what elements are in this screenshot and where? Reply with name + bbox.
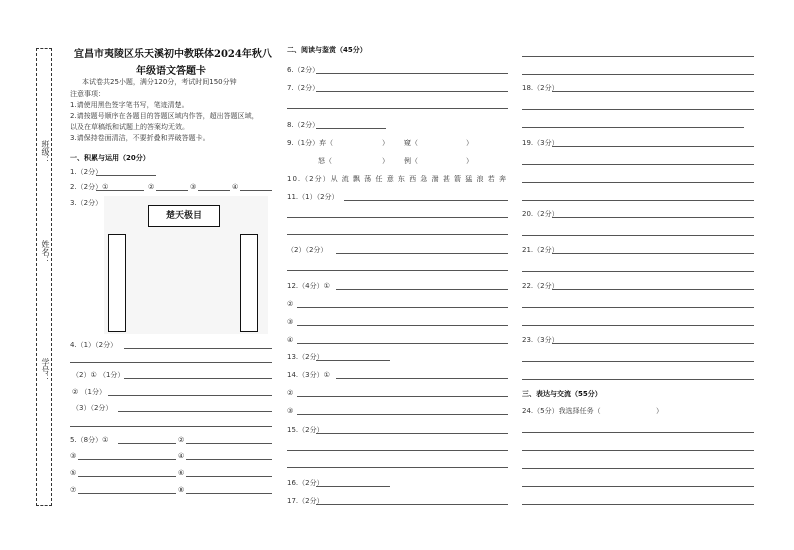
q4-1-line-2[interactable] [70, 362, 272, 363]
q23-line-3[interactable] [522, 379, 754, 380]
section2-title: 二、阅读与鉴赏（45分） [287, 46, 367, 54]
q11-1-line-1[interactable] [344, 200, 508, 201]
q3-label: 3.（2分） [70, 199, 103, 207]
q23-label: 23.（3分） [522, 336, 559, 344]
q12-c3: ③ [287, 318, 294, 326]
q14-label: 14.（3分）① [287, 371, 330, 379]
q16-label: 16.（2分） [287, 479, 324, 487]
q5-line-8[interactable] [186, 493, 272, 494]
name-label: 姓名： [41, 240, 50, 264]
q5-label: 5.（8分）① [70, 436, 109, 444]
q10-label: 10.（2分）从 流 飘 荡 任 意 东 西 急 湍 甚 箭 猛 浪 若 奔 [287, 175, 507, 183]
q19-line-4[interactable] [522, 200, 754, 201]
q8-label: 8.（2分） [287, 121, 320, 129]
q11-2-line-1[interactable] [336, 253, 508, 254]
q17-line[interactable] [316, 504, 508, 505]
q4-3-line-2[interactable] [70, 426, 272, 427]
note-2: 2.请按题号顺序在各题目的答题区域内作答，超出答题区域， [70, 112, 259, 120]
q22-line-1[interactable] [552, 289, 754, 290]
q6-line[interactable] [316, 73, 508, 74]
q20-label: 20.（2分） [522, 210, 559, 218]
q9-a-close: ） [382, 139, 389, 147]
q5-c5: ⑤ [70, 469, 77, 477]
q22-line-2[interactable] [522, 307, 754, 308]
couplet-right-scroll[interactable] [240, 234, 258, 332]
q5-c6: ⑥ [178, 469, 185, 477]
q4-1-label: 4.（1）（2分） [70, 341, 118, 349]
q11-2-line-2[interactable] [287, 270, 508, 271]
q14-c2: ② [287, 389, 294, 397]
q21-label: 21.（2分） [522, 246, 559, 254]
q5-line-7[interactable] [78, 493, 176, 494]
section3-title: 三、表达与交流（55分） [522, 390, 602, 398]
q4-2-line-1[interactable] [124, 378, 272, 379]
q11-1-line-3[interactable] [287, 234, 508, 235]
q21-line-1[interactable] [552, 253, 754, 254]
sheet-title-line2: 年级语文答题卡 [136, 66, 206, 77]
q14-line-2[interactable] [297, 396, 508, 397]
q19-label: 19.（3分） [522, 139, 559, 147]
q17-label: 17.（2分） [287, 497, 324, 505]
q9-c-close: ） [382, 157, 389, 165]
q4-1-line-1[interactable] [124, 348, 272, 349]
q7-line-2[interactable] [287, 108, 508, 109]
couplet-banner: 楚天极目 [148, 205, 220, 227]
q24-label: 24.（5分）我选择任务（ [522, 407, 601, 415]
q7-line-1[interactable] [316, 91, 508, 92]
q19-line-2[interactable] [522, 164, 754, 165]
q14-c3: ③ [287, 407, 294, 415]
note-4: 3.请保持卷面清洁，不要折叠和弄破答题卡。 [70, 134, 210, 142]
q12-c4: ④ [287, 336, 294, 344]
q11-1-label: 11.（1）（2分） [287, 193, 339, 201]
q7-label: 7.（2分） [287, 84, 320, 92]
q2-line-3[interactable] [198, 190, 230, 191]
q12-c2: ② [287, 300, 294, 308]
student-id-label: 学号： [41, 358, 50, 382]
q5-c2: ② [178, 436, 185, 444]
q18-line-1[interactable] [552, 91, 754, 92]
section1-title: 一、积累与运用（20分） [70, 154, 150, 162]
note-3: 以及在草稿纸和试题上的答案均无效。 [70, 123, 189, 131]
q2-c3: ③ [190, 183, 197, 191]
q5-line-2[interactable] [186, 443, 272, 444]
q2-label: 2.（2分）① [70, 183, 109, 191]
q5-c8: ⑧ [178, 486, 185, 494]
q18-label: 18.（2分） [522, 84, 559, 92]
couplet-left-scroll[interactable] [108, 234, 126, 332]
q22-label: 22.（2分） [522, 282, 559, 290]
binding-margin [36, 48, 52, 506]
q2-c4: ④ [232, 183, 239, 191]
q9-b-close: ） [466, 139, 473, 147]
q6-label: 6.（2分） [287, 66, 320, 74]
q12-line-3[interactable] [297, 325, 508, 326]
q9-a-label: 9.（1分）弃（ [287, 139, 334, 147]
q13-label: 13.（2分） [287, 353, 324, 361]
q5-line-1[interactable] [118, 443, 176, 444]
q24-line-4[interactable] [522, 486, 754, 487]
q9-d-close: ） [466, 157, 473, 165]
sheet-title-line1: 宜昌市夷陵区乐天溪初中教联体2024年秋八 [74, 49, 272, 60]
q13-line[interactable] [316, 360, 390, 361]
q15-line-1[interactable] [316, 433, 508, 434]
q11-1-line-2[interactable] [287, 217, 508, 218]
q18-line-3[interactable] [522, 127, 744, 128]
q5-line-3[interactable] [78, 459, 176, 460]
q20-line-2[interactable] [522, 235, 754, 236]
q17-continuation-line-1[interactable] [522, 56, 754, 57]
q23-line-1[interactable] [552, 343, 754, 344]
q5-c7: ⑦ [70, 486, 77, 494]
q19-line-3[interactable] [522, 182, 754, 183]
q5-line-5[interactable] [78, 476, 176, 477]
q23-line-2[interactable] [522, 361, 754, 362]
q9-b-label: 窥（ [404, 139, 418, 147]
q24-line-1[interactable] [522, 432, 754, 433]
q4-3-line-1[interactable] [118, 411, 272, 412]
q12-line-1[interactable] [336, 289, 508, 290]
q15-line-3[interactable] [287, 467, 508, 468]
q15-line-2[interactable] [287, 450, 508, 451]
q4-2b-label: ② （1分） [72, 388, 106, 396]
q4-2-line-2[interactable] [108, 395, 272, 396]
q9-c-label: 怒（ [318, 157, 332, 165]
note-1: 1.请使用黑色签字笔书写，笔迹清楚。 [70, 101, 189, 109]
q1-answer-line[interactable] [96, 175, 156, 176]
q20-line-1[interactable] [552, 217, 754, 218]
q2-line-4[interactable] [240, 190, 272, 191]
q12-line-4[interactable] [297, 343, 508, 344]
q4-3-label: （3）（2分） [72, 404, 113, 412]
q24-line-3[interactable] [522, 468, 754, 469]
q16-line[interactable] [316, 486, 390, 487]
q5-c3: ③ [70, 452, 77, 460]
q2-line-2[interactable] [156, 190, 188, 191]
q9-d-label: 例（ [404, 157, 418, 165]
q15-label: 15.（2分） [287, 426, 324, 434]
q24-close: ） [656, 407, 663, 415]
q18-line-2[interactable] [522, 109, 754, 110]
q24-line-5[interactable] [522, 504, 754, 505]
q5-line-6[interactable] [186, 476, 272, 477]
q2-line-1[interactable] [96, 190, 144, 191]
q22-line-3[interactable] [522, 325, 754, 326]
q8-line[interactable] [316, 128, 386, 129]
q11-2-label: （2）（2分） [287, 246, 328, 254]
q4-2-label: （2）① （1分） [72, 371, 125, 379]
q5-c4: ④ [178, 452, 185, 460]
q2-c2: ② [148, 183, 155, 191]
q17-continuation-line-2[interactable] [522, 74, 754, 75]
q19-line-1[interactable] [552, 146, 754, 147]
q14-line-1[interactable] [336, 378, 508, 379]
q12-line-2[interactable] [297, 307, 508, 308]
q1-label: 1.（2分） [70, 168, 103, 176]
q5-line-4[interactable] [186, 459, 272, 460]
class-label: 班级： [41, 140, 50, 164]
q12-label: 12.（4分）① [287, 282, 330, 290]
q21-line-2[interactable] [522, 271, 754, 272]
notes-heading: 注意事项： [70, 90, 105, 98]
q14-line-3[interactable] [297, 414, 508, 415]
q24-line-2[interactable] [522, 450, 754, 451]
exam-info: 本试卷共25小题，满分120分，考试时间150分钟 [82, 78, 237, 86]
